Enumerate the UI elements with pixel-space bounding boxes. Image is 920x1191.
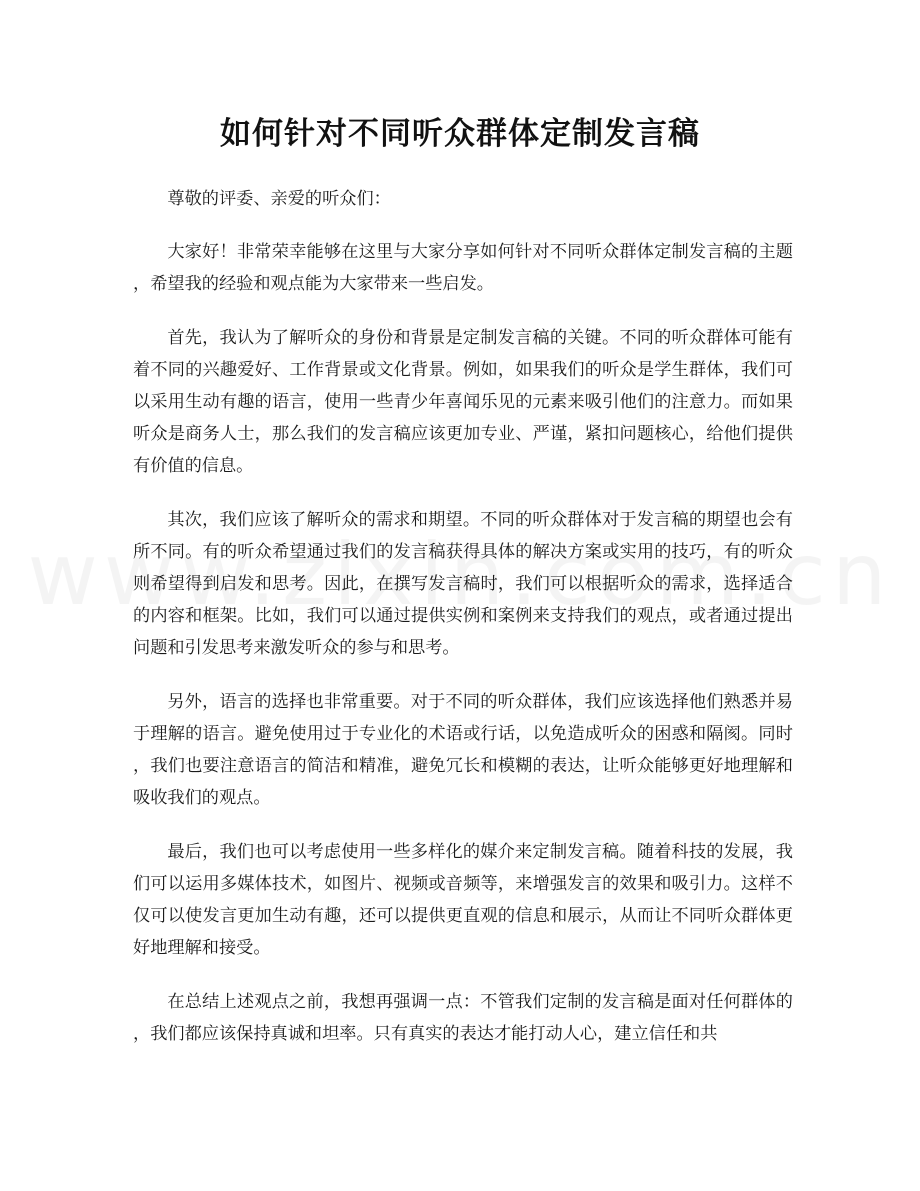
second-point-paragraph: 其次，我们应该了解听众的需求和期望。不同的听众群体对于发言稿的期望也会有所不同。有的听众希望通过我们的发言稿获得具体的解决方案或实用的技巧，有的听众则希望得到启发和思考。因此，在撰写发言稿时，我们可以根据听众的需求，选择适合的内容和框架。比如，我们可以通过提供实例和案例来支持我们的观点，或者通过提出问题和引发思考来激发听众的参与和思考。 <box>133 510 793 658</box>
document-title: 如何针对不同听众群体定制发言稿 <box>220 116 700 152</box>
intro-paragraph: 大家好！非常荣幸能够在这里与大家分享如何针对不同听众群体定制发言稿的主题，希望我的经验和观点能为大家带来一些启发。 <box>133 242 793 294</box>
document-body <box>133 183 793 1072</box>
summary-paragraph: 在总结上述观点之前，我想再强调一点：不管我们定制的发言稿是面对任何群体的，我们都应该保持真诚和坦率。只有真实的表达才能打动人心，建立信任和共 <box>133 992 793 1044</box>
first-point-paragraph: 首先，我认为了解听众的身份和背景是定制发言稿的关键。不同的听众群体可能有着不同的兴趣爱好、工作背景或文化背景。例如，如果我们的听众是学生群体，我们可以采用生动有趣的语言，使用一些青少年喜闻乐见的元素来吸引他们的注意力。而如果听众是商务人士，那么我们的发言稿应该更加专业、严谨，紧扣问题核心，给他们提供有价值的信息。 <box>133 328 793 476</box>
third-point-paragraph: 另外，语言的选择也非常重要。对于不同的听众群体，我们应该选择他们熟悉并易于理解的语言。避免使用过于专业化的术语或行话，以免造成听众的困惑和隔阂。同时，我们也要注意语言的简洁和精准，避免冗长和模糊的表达，让听众能够更好地理解和吸收我们的观点。 <box>133 692 793 808</box>
fourth-point-paragraph: 最后，我们也可以考虑使用一些多样化的媒介来定制发言稿。随着科技的发展，我们可以运用多媒体技术，如图片、视频或音频等，来增强发言的效果和吸引力。这样不仅可以使发言更加生动有趣，还可以提供更直观的信息和展示，从而让不同听众群体更好地理解和接受。 <box>133 842 793 958</box>
greeting-paragraph: 尊敬的评委、亲爱的听众们： <box>167 189 391 209</box>
